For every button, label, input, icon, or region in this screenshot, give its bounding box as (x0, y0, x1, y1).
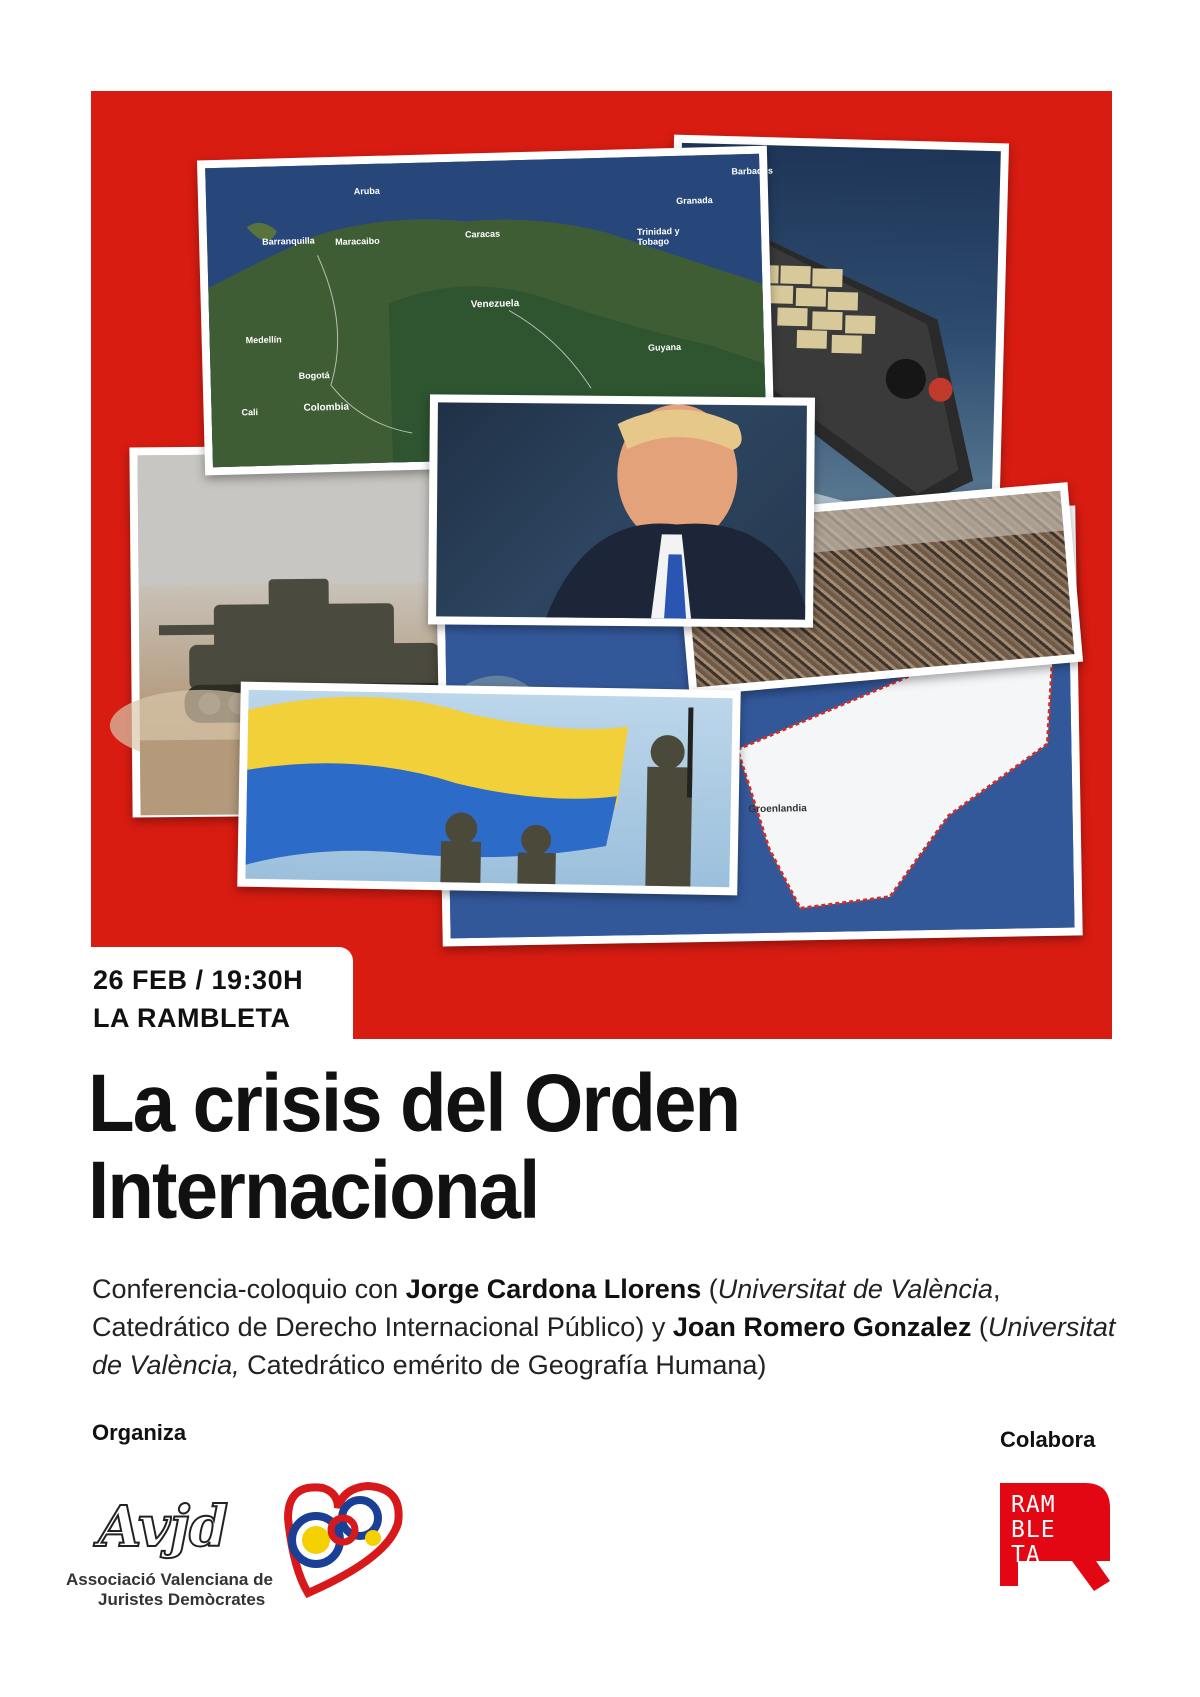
speaker1-name: Jorge Cardona Llorens (405, 1274, 702, 1304)
speaker2-name: Joan Romero Gonzalez (672, 1312, 972, 1342)
map-label-barbados: Barbados (731, 165, 774, 177)
colabora-label: Colabora (1000, 1427, 1096, 1452)
speaker1-institution: Universitat de València (717, 1274, 993, 1304)
heart-circles-logo (268, 1478, 408, 1598)
map-label-caracas: Caracas (464, 228, 501, 240)
avjd-name-line2: Juristes Demòcrates (98, 1590, 266, 1609)
speaker2-role: Catedrático emérito de Geografía Humana) (239, 1350, 767, 1380)
event-title (88, 1060, 1055, 1234)
rambleta-line3: TA (1011, 1542, 1041, 1568)
event-date-time: 26 FEB / 19:30H (93, 965, 304, 995)
ukraine-flag-photo (237, 682, 741, 896)
event-venue: LA RAMBLETA (93, 1003, 291, 1033)
map-label-venezuela: Venezuela (470, 298, 520, 311)
map-label-granada: Granada (676, 195, 713, 206)
map-label-cali: Cali (241, 407, 259, 418)
organiza-label: Organiza (92, 1420, 187, 1445)
map-label-guyana: Guyana (647, 341, 682, 353)
map-label-bogota: Bogotá (298, 370, 330, 381)
map-label-aruba: Aruba (353, 185, 380, 197)
speaker2-institution: Universitat de València, (92, 1312, 1116, 1380)
map-label-barranquilla: Barranquilla (261, 235, 315, 247)
map-label-trinidad: Trinidad y Tobago (636, 225, 680, 248)
trump-portrait-photo (428, 394, 815, 627)
avjd-wordmark: Avjd (98, 1494, 228, 1560)
event-info-box (91, 947, 353, 1039)
speaker2-aff-open: ( (971, 1312, 988, 1342)
map-label-maracaibo: Maracaibo (335, 235, 380, 247)
rambleta-logo (1000, 1483, 1110, 1593)
map-label-medellin: Medellín (245, 334, 282, 346)
event-title-line1: La crisis del Orden (88, 1058, 740, 1149)
event-description (92, 1270, 1122, 1384)
speaker1-aff-open: ( (701, 1274, 718, 1304)
avjd-logo (62, 1492, 282, 1612)
description-intro: Conferencia-coloquio con (92, 1274, 406, 1304)
speaker1-role: , Catedrático de Derecho Internacional Público) y (92, 1274, 1001, 1342)
rambleta-line1: RAM (1011, 1492, 1056, 1518)
greenland-map-label: Groenlandia (748, 803, 807, 816)
avjd-name-line1: Associació Valenciana de (66, 1570, 273, 1589)
event-title-line2: Internacional (88, 1145, 539, 1236)
rambleta-line2: BLE (1011, 1517, 1056, 1543)
map-label-colombia: Colombia (303, 401, 350, 414)
hero-collage (91, 91, 1112, 1039)
